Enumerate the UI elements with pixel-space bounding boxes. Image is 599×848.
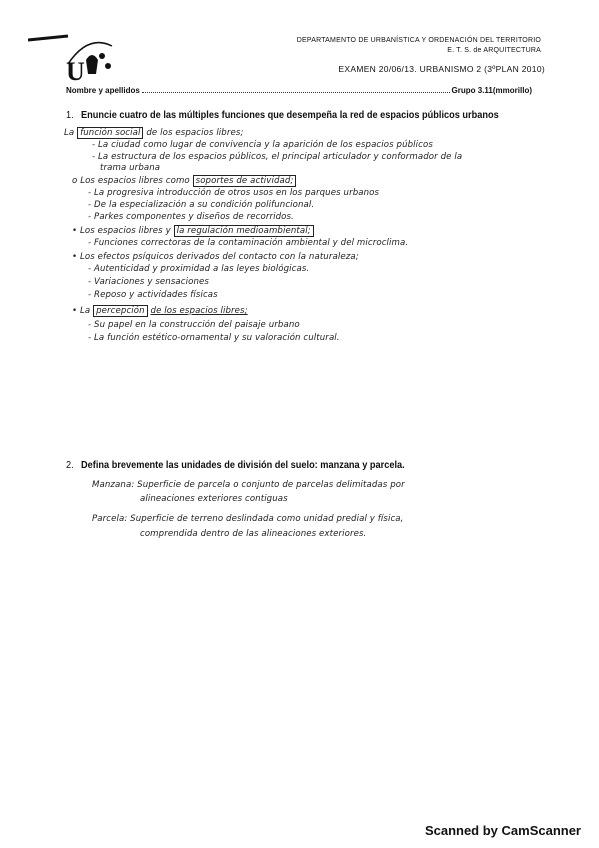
- question-1: [66, 110, 499, 121]
- answer-2-line: Manzana: Superficie de parcela o conjunto de parcelas delimitadas por: [92, 480, 405, 490]
- answer-1-line: • La percepción de los espacios libres;: [72, 306, 248, 316]
- department-line-1: DEPARTAMENTO DE URBANÍSTICA Y ORDENACIÓN DEL TERRITORIO: [296, 37, 541, 44]
- question-1-text: Enuncie cuatro de las múltiples funciones que desempeña la red de espacios públicos urbanos: [81, 110, 499, 121]
- answer-1-line: - Autenticidad y proximidad a las leyes biológicas.: [88, 264, 310, 274]
- answer-1-line: - Funciones correctoras de la contaminación ambiental y del microclima.: [88, 238, 409, 248]
- answer-1-line: - La estructura de los espacios públicos, el principal articulador y conformador de la: [92, 152, 463, 162]
- university-seal-icon: [28, 14, 118, 84]
- answer-1-line: La función social de los espacios libres;: [64, 128, 244, 138]
- answer-2-line: comprendida dentro de las alineaciones exteriores.: [140, 529, 367, 539]
- question-2: [66, 460, 405, 471]
- question-2-text: Defina brevemente las unidades de división del suelo: manzana y parcela.: [81, 460, 405, 471]
- question-2-number: 2.: [66, 460, 74, 471]
- department-line-2: E. T. S. de ARQUITECTURA: [447, 47, 541, 54]
- group-label: Grupo 3.11(mmorillo): [451, 86, 532, 95]
- department-header: [297, 36, 541, 56]
- name-row: [66, 86, 532, 95]
- answer-1-line: - Reposo y actividades físicas: [88, 290, 218, 300]
- answer-1-line: trama urbana: [100, 163, 161, 173]
- answer-1-line: - La ciudad como lugar de convivencia y la aparición de los espacios públicos: [92, 140, 433, 150]
- answer-2-line: Parcela: Superficie de terreno deslindada como unidad predial y física,: [92, 514, 404, 524]
- question-1-number: 1.: [66, 110, 74, 121]
- answer-1-line: - La progresiva introducción de otros usos en los parques urbanos: [88, 188, 380, 198]
- answer-2-line: alineaciones exteriores contiguas: [140, 494, 288, 504]
- answer-1-line: o Los espacios libres como soportes de actividad;: [72, 176, 296, 186]
- answer-1-line: - Parkes componentes y diseños de recorridos.: [88, 212, 294, 222]
- answer-1-line: • Los espacios libres y la regulación medioambiental;: [72, 226, 314, 236]
- answer-1-line: • Los efectos psíquicos derivados del contacto con la naturaleza;: [72, 252, 359, 262]
- name-dots: [142, 91, 450, 93]
- scanner-watermark: Scanned by CamScanner: [424, 823, 581, 838]
- answer-1-line: - Su papel en la construcción del paisaje urbano: [88, 320, 300, 330]
- answer-1-line: - La función estético-ornamental y su valoración cultural.: [88, 333, 340, 343]
- answer-1-line: - De la especialización a su condición polifuncional.: [88, 200, 315, 210]
- name-label: Nombre y apellidos: [66, 86, 140, 95]
- answer-1-line: - Variaciones y sensaciones: [88, 277, 209, 287]
- exam-line: EXAMEN 20/06/13. URBANISMO 2 (3ºPLAN 2010): [338, 64, 545, 74]
- svg-text:U: U: [66, 57, 85, 84]
